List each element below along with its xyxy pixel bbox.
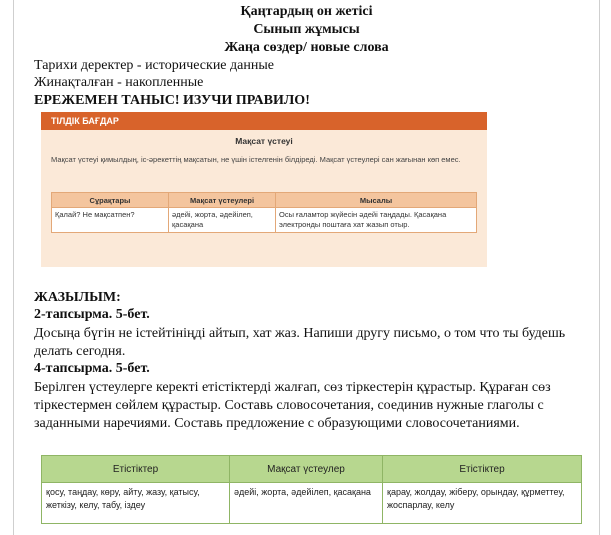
table-cell-verbs-1: қосу, таңдау, көру, айту, жазу, қатысу, жеткізу, келу, табу, іздеу	[42, 483, 230, 524]
grammar-table	[51, 192, 477, 233]
vocab-item-1: Тарихи деректер - исторические данные	[34, 58, 274, 73]
rule-heading: ЕРЕЖЕМЕН ТАНЫС! ИЗУЧИ ПРАВИЛО!	[34, 93, 310, 108]
task4-title: 4-тапсырма. 5-бет.	[34, 361, 150, 376]
grammar-col-examples: Мысалы	[276, 193, 477, 208]
grammar-cell-questions: Қалай? Не мақсатпен?	[52, 208, 169, 233]
table-cell-adverbs: әдейі, жорта, әдейілеп, қасақана	[230, 483, 383, 524]
grammar-cell-adverbs: әдейі, жорта, әдейілеп, қасақана	[169, 208, 276, 233]
table-cell-verbs-2: қарау, жолдау, жіберу, орындау, құрметтеу, жоспарлау, келу	[383, 483, 582, 524]
grammar-col-questions: Сұрақтары	[52, 193, 169, 208]
writing-heading: ЖАЗЫЛЫМ:	[34, 290, 121, 305]
task2-text: Досыңа бүгін не істейтініңді айтып, хат жаз. Напиши другу письмо, о том что ты будешь делать сегодня.	[34, 326, 566, 359]
new-words-heading: Жаңа сөздер/ новые слова	[224, 40, 389, 55]
vocab-item-2: Жинақталған - накопленные	[34, 75, 204, 90]
grammar-col-adverbs: Мақсат үстеулері	[169, 193, 276, 208]
task2-title: 2-тапсырма. 5-бет.	[34, 307, 150, 322]
table-col-verbs-2: Етістіктер	[383, 456, 582, 483]
grammar-subtitle: Мақсат үстеуі	[235, 136, 293, 146]
grammar-cell-examples: Осы ғаламтор жүйесін әдейі таңдады. Қасақана электронды поштаға хат жазып отыр.	[276, 208, 477, 233]
work-type-heading: Сынып жұмысы	[253, 22, 360, 37]
task4-text: Берілген үстеулерге керекті етістіктерді жалғап, сөз тіркестерін құрастыр. Құраған сөз тіркестермен сөйлем құрастыр. Составь словосочетания, соединив нужные глаголы с заданными наречиями. Составь предложение с образующими словосочетаниями.	[34, 380, 551, 431]
grammar-description: Мақсат үстеуі қимылдың, іс-әрекеттің мақсатын, не үшін істелгенін білдіреді. Мақсат үстеулері сан жағынан көп емес.	[51, 155, 461, 164]
verbs-adverbs-table	[41, 455, 582, 524]
table-col-adverbs: Мақсат үстеулер	[230, 456, 383, 483]
table-col-verbs-1: Етістіктер	[42, 456, 230, 483]
grammar-box-title: ТІЛДІК БАҒДАР	[41, 112, 487, 130]
grammar-box	[41, 112, 487, 267]
date-heading: Қаңтардың он жетісі	[240, 4, 373, 19]
worksheet-page	[13, 0, 600, 535]
